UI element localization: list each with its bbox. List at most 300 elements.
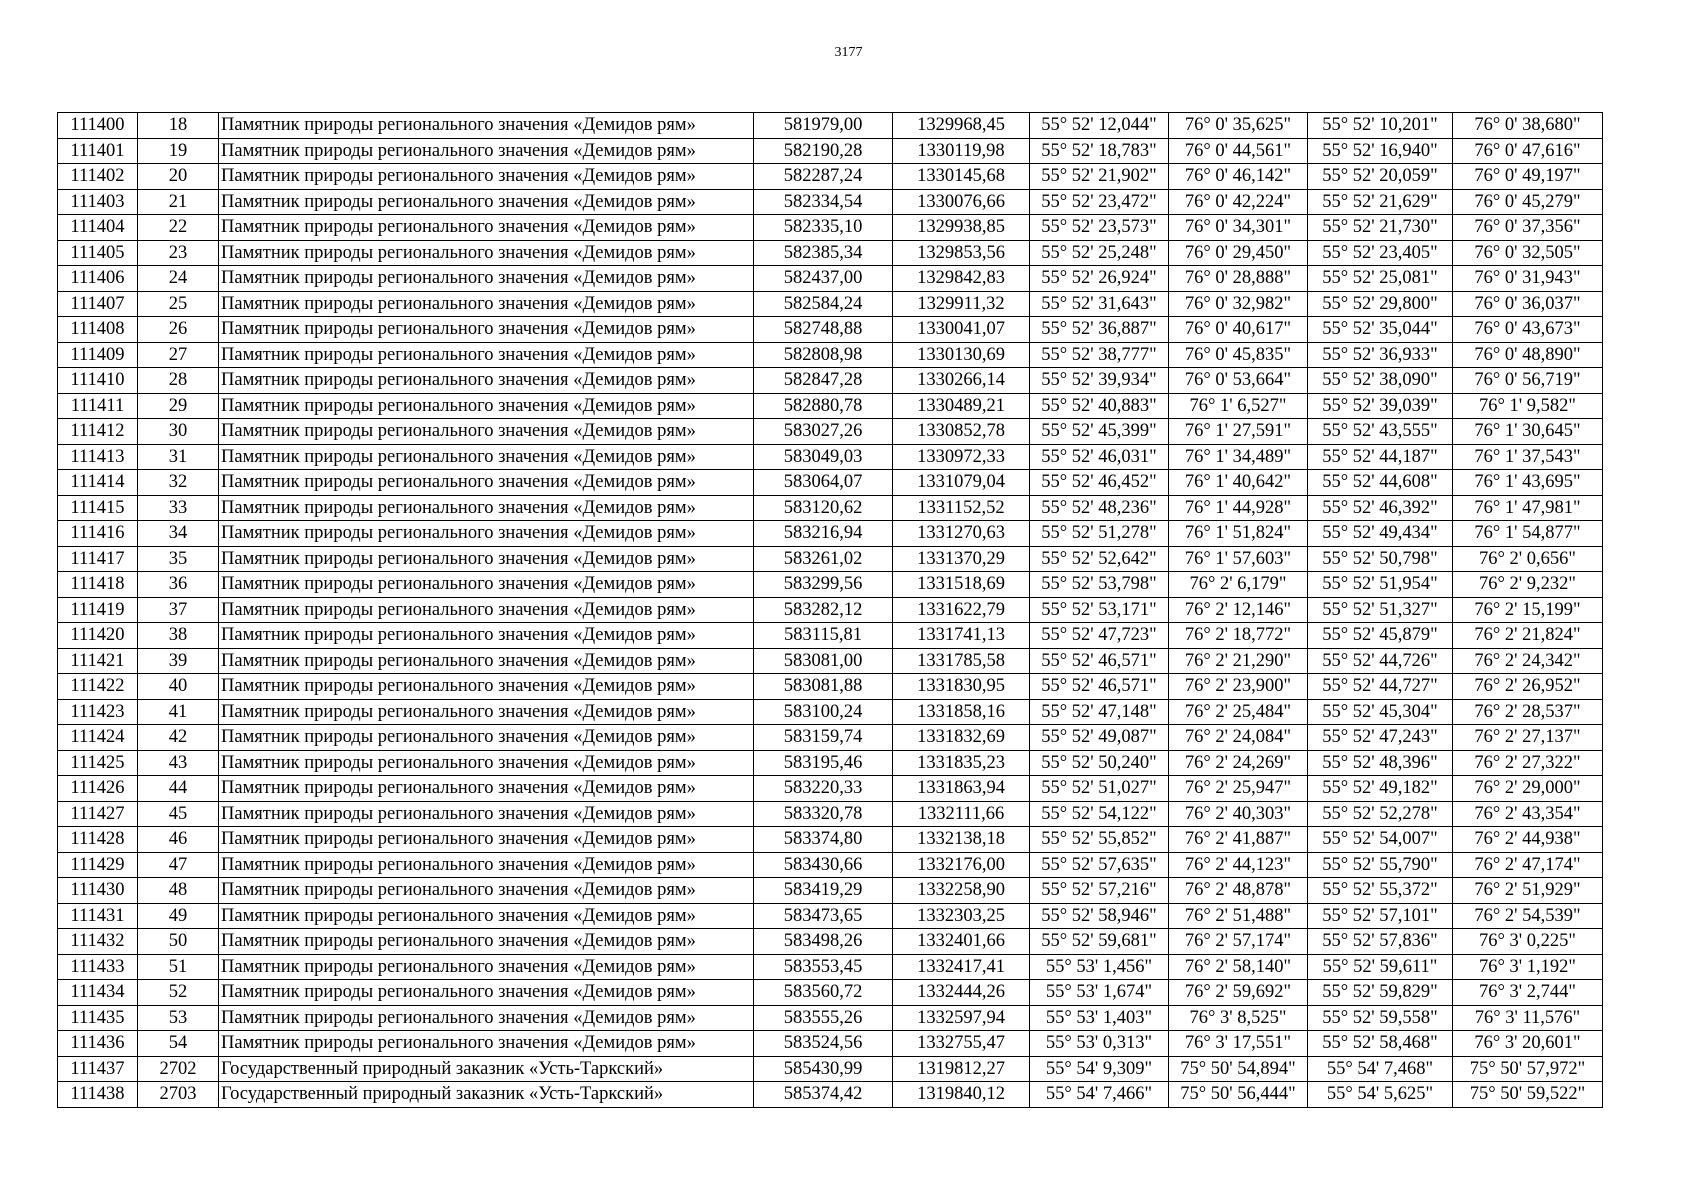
latitude-cell: 55° 52' 48,236" [1030,495,1169,521]
row-id-cell: 111403 [58,189,138,215]
longitude-alt-cell: 76° 0' 56,719" [1453,368,1603,394]
row-id-cell: 111409 [58,342,138,368]
y-coordinate-cell: 1332176,00 [893,852,1030,878]
longitude-alt-cell: 76° 2' 27,137" [1453,725,1603,751]
object-name-cell: Памятник природы регионального значения «Демидов рям» [219,240,754,266]
longitude-cell: 76° 2' 40,303" [1169,801,1308,827]
latitude-alt-cell: 55° 52' 45,304" [1308,699,1453,725]
longitude-cell: 76° 1' 57,603" [1169,546,1308,572]
y-coordinate-cell: 1330076,66 [893,189,1030,215]
latitude-cell: 55° 53' 0,313" [1030,1031,1169,1057]
latitude-cell: 55° 52' 53,798" [1030,572,1169,598]
row-id-cell: 111436 [58,1031,138,1057]
table-row [58,597,1603,623]
row-id-cell: 111416 [58,521,138,547]
latitude-alt-cell: 55° 52' 43,555" [1308,419,1453,445]
longitude-alt-cell: 76° 0' 48,890" [1453,342,1603,368]
longitude-alt-cell: 76° 2' 21,824" [1453,623,1603,649]
longitude-alt-cell: 76° 0' 36,037" [1453,291,1603,317]
row-id-cell: 111432 [58,929,138,955]
row-id-cell: 111428 [58,827,138,853]
longitude-cell: 76° 0' 28,888" [1169,266,1308,292]
latitude-cell: 55° 52' 46,452" [1030,470,1169,496]
table-row [58,827,1603,853]
point-number-cell: 39 [138,648,219,674]
longitude-alt-cell: 76° 1' 43,695" [1453,470,1603,496]
row-id-cell: 111414 [58,470,138,496]
y-coordinate-cell: 1329911,32 [893,291,1030,317]
table-row [58,648,1603,674]
x-coordinate-cell: 583498,26 [754,929,893,955]
row-id-cell: 111413 [58,444,138,470]
longitude-alt-cell: 76° 2' 27,322" [1453,750,1603,776]
point-number-cell: 21 [138,189,219,215]
x-coordinate-cell: 583195,46 [754,750,893,776]
latitude-cell: 55° 52' 45,399" [1030,419,1169,445]
y-coordinate-cell: 1319812,27 [893,1056,1030,1082]
object-name-cell: Памятник природы регионального значения «Демидов рям» [219,215,754,241]
longitude-alt-cell: 76° 1' 54,877" [1453,521,1603,547]
table-row [58,317,1603,343]
x-coordinate-cell: 583081,00 [754,648,893,674]
point-number-cell: 36 [138,572,219,598]
longitude-cell: 76° 1' 40,642" [1169,470,1308,496]
row-id-cell: 111426 [58,776,138,802]
table-row [58,954,1603,980]
longitude-alt-cell: 76° 2' 47,174" [1453,852,1603,878]
table-row [58,750,1603,776]
latitude-alt-cell: 55° 52' 48,396" [1308,750,1453,776]
latitude-alt-cell: 55° 52' 55,372" [1308,878,1453,904]
latitude-alt-cell: 55° 52' 29,800" [1308,291,1453,317]
longitude-cell: 76° 0' 45,835" [1169,342,1308,368]
longitude-alt-cell: 76° 2' 0,656" [1453,546,1603,572]
y-coordinate-cell: 1331741,13 [893,623,1030,649]
longitude-cell: 76° 0' 53,664" [1169,368,1308,394]
x-coordinate-cell: 583430,66 [754,852,893,878]
longitude-cell: 75° 50' 56,444" [1169,1082,1308,1108]
y-coordinate-cell: 1331370,29 [893,546,1030,572]
latitude-alt-cell: 55° 54' 5,625" [1308,1082,1453,1108]
longitude-cell: 76° 0' 34,301" [1169,215,1308,241]
latitude-cell: 55° 52' 23,573" [1030,215,1169,241]
latitude-alt-cell: 55° 52' 20,059" [1308,164,1453,190]
y-coordinate-cell: 1330130,69 [893,342,1030,368]
row-id-cell: 111407 [58,291,138,317]
longitude-cell: 76° 2' 41,887" [1169,827,1308,853]
point-number-cell: 42 [138,725,219,751]
latitude-cell: 55° 52' 31,643" [1030,291,1169,317]
latitude-cell: 55° 52' 52,642" [1030,546,1169,572]
longitude-cell: 76° 2' 21,290" [1169,648,1308,674]
longitude-alt-cell: 76° 1' 47,981" [1453,495,1603,521]
y-coordinate-cell: 1332597,94 [893,1005,1030,1031]
object-name-cell: Памятник природы регионального значения «Демидов рям» [219,980,754,1006]
table-row [58,699,1603,725]
longitude-cell: 76° 0' 40,617" [1169,317,1308,343]
object-name-cell: Памятник природы регионального значения «Демидов рям» [219,954,754,980]
y-coordinate-cell: 1330489,21 [893,393,1030,419]
table-row [58,1082,1603,1108]
row-id-cell: 111411 [58,393,138,419]
object-name-cell: Памятник природы регионального значения «Демидов рям» [219,444,754,470]
row-id-cell: 111406 [58,266,138,292]
object-name-cell: Памятник природы регионального значения «Демидов рям» [219,342,754,368]
latitude-cell: 55° 54' 9,309" [1030,1056,1169,1082]
row-id-cell: 111433 [58,954,138,980]
latitude-cell: 55° 52' 54,122" [1030,801,1169,827]
longitude-alt-cell: 76° 0' 43,673" [1453,317,1603,343]
y-coordinate-cell: 1330852,78 [893,419,1030,445]
row-id-cell: 111438 [58,1082,138,1108]
x-coordinate-cell: 583064,07 [754,470,893,496]
table-row [58,113,1603,139]
latitude-alt-cell: 55° 52' 59,829" [1308,980,1453,1006]
table-row [58,725,1603,751]
x-coordinate-cell: 582748,88 [754,317,893,343]
longitude-cell: 76° 2' 51,488" [1169,903,1308,929]
object-name-cell: Памятник природы регионального значения «Демидов рям» [219,878,754,904]
point-number-cell: 50 [138,929,219,955]
table-row [58,521,1603,547]
object-name-cell: Памятник природы регионального значения «Демидов рям» [219,266,754,292]
x-coordinate-cell: 583553,45 [754,954,893,980]
latitude-alt-cell: 55° 52' 50,798" [1308,546,1453,572]
latitude-alt-cell: 55° 52' 23,405" [1308,240,1453,266]
x-coordinate-cell: 582190,28 [754,138,893,164]
latitude-alt-cell: 55° 52' 39,039" [1308,393,1453,419]
table-row [58,393,1603,419]
latitude-cell: 55° 52' 46,031" [1030,444,1169,470]
y-coordinate-cell: 1331832,69 [893,725,1030,751]
object-name-cell: Памятник природы регионального значения «Демидов рям» [219,495,754,521]
point-number-cell: 18 [138,113,219,139]
table-row [58,674,1603,700]
table-row [58,164,1603,190]
latitude-cell: 55° 53' 1,403" [1030,1005,1169,1031]
point-number-cell: 29 [138,393,219,419]
point-number-cell: 23 [138,240,219,266]
y-coordinate-cell: 1331785,58 [893,648,1030,674]
longitude-alt-cell: 76° 0' 45,279" [1453,189,1603,215]
point-number-cell: 35 [138,546,219,572]
longitude-cell: 76° 0' 32,982" [1169,291,1308,317]
latitude-cell: 55° 52' 59,681" [1030,929,1169,955]
latitude-alt-cell: 55° 52' 58,468" [1308,1031,1453,1057]
table-row [58,1056,1603,1082]
table-row [58,1005,1603,1031]
latitude-alt-cell: 55° 52' 49,434" [1308,521,1453,547]
longitude-cell: 76° 2' 59,692" [1169,980,1308,1006]
x-coordinate-cell: 582334,54 [754,189,893,215]
point-number-cell: 20 [138,164,219,190]
object-name-cell: Памятник природы регионального значения «Демидов рям» [219,164,754,190]
y-coordinate-cell: 1331858,16 [893,699,1030,725]
object-name-cell: Памятник природы регионального значения «Демидов рям» [219,852,754,878]
longitude-alt-cell: 76° 3' 11,576" [1453,1005,1603,1031]
latitude-alt-cell: 55° 54' 7,468" [1308,1056,1453,1082]
row-id-cell: 111429 [58,852,138,878]
latitude-alt-cell: 55° 52' 44,187" [1308,444,1453,470]
page-number: 3177 [834,45,863,60]
table-row [58,546,1603,572]
y-coordinate-cell: 1329842,83 [893,266,1030,292]
longitude-alt-cell: 76° 2' 44,938" [1453,827,1603,853]
longitude-alt-cell: 76° 2' 28,537" [1453,699,1603,725]
table-row [58,291,1603,317]
latitude-cell: 55° 52' 58,946" [1030,903,1169,929]
row-id-cell: 111418 [58,572,138,598]
latitude-cell: 55° 52' 57,216" [1030,878,1169,904]
table-row [58,623,1603,649]
x-coordinate-cell: 582847,28 [754,368,893,394]
latitude-alt-cell: 55° 52' 10,201" [1308,113,1453,139]
object-name-cell: Памятник природы регионального значения «Демидов рям» [219,291,754,317]
point-number-cell: 38 [138,623,219,649]
y-coordinate-cell: 1332303,25 [893,903,1030,929]
latitude-cell: 55° 52' 26,924" [1030,266,1169,292]
table-row [58,240,1603,266]
longitude-cell: 76° 0' 35,625" [1169,113,1308,139]
latitude-cell: 55° 52' 46,571" [1030,674,1169,700]
latitude-cell: 55° 52' 25,248" [1030,240,1169,266]
longitude-cell: 76° 2' 25,484" [1169,699,1308,725]
y-coordinate-cell: 1331152,52 [893,495,1030,521]
x-coordinate-cell: 583473,65 [754,903,893,929]
x-coordinate-cell: 582584,24 [754,291,893,317]
object-name-cell: Памятник природы регионального значения «Демидов рям» [219,521,754,547]
latitude-cell: 55° 52' 55,852" [1030,827,1169,853]
row-id-cell: 111427 [58,801,138,827]
row-id-cell: 111434 [58,980,138,1006]
row-id-cell: 111420 [58,623,138,649]
object-name-cell: Памятник природы регионального значения «Демидов рям» [219,393,754,419]
latitude-cell: 55° 52' 51,027" [1030,776,1169,802]
y-coordinate-cell: 1330145,68 [893,164,1030,190]
longitude-cell: 76° 1' 6,527" [1169,393,1308,419]
y-coordinate-cell: 1329853,56 [893,240,1030,266]
longitude-alt-cell: 76° 0' 32,505" [1453,240,1603,266]
latitude-alt-cell: 55° 52' 57,836" [1308,929,1453,955]
latitude-cell: 55° 53' 1,674" [1030,980,1169,1006]
longitude-alt-cell: 76° 2' 26,952" [1453,674,1603,700]
object-name-cell: Памятник природы регионального значения «Демидов рям» [219,725,754,751]
object-name-cell: Памятник природы регионального значения «Демидов рям» [219,113,754,139]
point-number-cell: 25 [138,291,219,317]
longitude-cell: 76° 2' 23,900" [1169,674,1308,700]
object-name-cell: Памятник природы регионального значения «Демидов рям» [219,776,754,802]
longitude-alt-cell: 76° 0' 38,680" [1453,113,1603,139]
longitude-alt-cell: 76° 3' 20,601" [1453,1031,1603,1057]
object-name-cell: Памятник природы регионального значения «Демидов рям» [219,189,754,215]
point-number-cell: 46 [138,827,219,853]
y-coordinate-cell: 1329938,85 [893,215,1030,241]
x-coordinate-cell: 582808,98 [754,342,893,368]
x-coordinate-cell: 582287,24 [754,164,893,190]
row-id-cell: 111435 [58,1005,138,1031]
x-coordinate-cell: 583524,56 [754,1031,893,1057]
object-name-cell: Памятник природы регионального значения «Демидов рям» [219,623,754,649]
object-name-cell: Памятник природы регионального значения «Демидов рям» [219,546,754,572]
x-coordinate-cell: 583100,24 [754,699,893,725]
table-row [58,929,1603,955]
latitude-cell: 55° 52' 38,777" [1030,342,1169,368]
latitude-cell: 55° 52' 50,240" [1030,750,1169,776]
latitude-alt-cell: 55° 52' 52,278" [1308,801,1453,827]
point-number-cell: 31 [138,444,219,470]
latitude-cell: 55° 52' 49,087" [1030,725,1169,751]
latitude-cell: 55° 52' 53,171" [1030,597,1169,623]
y-coordinate-cell: 1332755,47 [893,1031,1030,1057]
coordinates-table [57,112,1603,1108]
object-name-cell: Памятник природы регионального значения «Демидов рям» [219,827,754,853]
row-id-cell: 111430 [58,878,138,904]
y-coordinate-cell: 1332111,66 [893,801,1030,827]
point-number-cell: 47 [138,852,219,878]
point-number-cell: 34 [138,521,219,547]
latitude-cell: 55° 52' 18,783" [1030,138,1169,164]
y-coordinate-cell: 1319840,12 [893,1082,1030,1108]
table-row [58,980,1603,1006]
object-name-cell: Памятник природы регионального значения «Демидов рям» [219,674,754,700]
table-row [58,419,1603,445]
longitude-alt-cell: 76° 2' 9,232" [1453,572,1603,598]
y-coordinate-cell: 1330266,14 [893,368,1030,394]
longitude-alt-cell: 76° 2' 29,000" [1453,776,1603,802]
point-number-cell: 30 [138,419,219,445]
x-coordinate-cell: 582437,00 [754,266,893,292]
longitude-cell: 76° 1' 27,591" [1169,419,1308,445]
object-name-cell: Памятник природы регионального значения «Демидов рям» [219,572,754,598]
row-id-cell: 111437 [58,1056,138,1082]
table-row [58,470,1603,496]
object-name-cell: Памятник природы регионального значения «Демидов рям» [219,1005,754,1031]
object-name-cell: Памятник природы регионального значения «Демидов рям» [219,903,754,929]
x-coordinate-cell: 583220,33 [754,776,893,802]
x-coordinate-cell: 583216,94 [754,521,893,547]
object-name-cell: Государственный природный заказник «Усть-Таркский» [219,1056,754,1082]
table-row [58,878,1603,904]
row-id-cell: 111425 [58,750,138,776]
object-name-cell: Памятник природы регионального значения «Демидов рям» [219,470,754,496]
row-id-cell: 111415 [58,495,138,521]
point-number-cell: 27 [138,342,219,368]
table-row [58,266,1603,292]
table-row [58,852,1603,878]
point-number-cell: 2702 [138,1056,219,1082]
point-number-cell: 40 [138,674,219,700]
x-coordinate-cell: 582880,78 [754,393,893,419]
point-number-cell: 53 [138,1005,219,1031]
y-coordinate-cell: 1331830,95 [893,674,1030,700]
longitude-alt-cell: 76° 3' 1,192" [1453,954,1603,980]
row-id-cell: 111419 [58,597,138,623]
latitude-cell: 55° 52' 12,044" [1030,113,1169,139]
y-coordinate-cell: 1331518,69 [893,572,1030,598]
y-coordinate-cell: 1331863,94 [893,776,1030,802]
row-id-cell: 111422 [58,674,138,700]
longitude-cell: 76° 1' 51,824" [1169,521,1308,547]
object-name-cell: Памятник природы регионального значения «Демидов рям» [219,138,754,164]
longitude-alt-cell: 76° 0' 49,197" [1453,164,1603,190]
table-row [58,903,1603,929]
latitude-alt-cell: 55° 52' 25,081" [1308,266,1453,292]
latitude-alt-cell: 55° 52' 51,954" [1308,572,1453,598]
row-id-cell: 111404 [58,215,138,241]
y-coordinate-cell: 1331079,04 [893,470,1030,496]
object-name-cell: Памятник природы регионального значения «Демидов рям» [219,419,754,445]
y-coordinate-cell: 1332417,41 [893,954,1030,980]
point-number-cell: 49 [138,903,219,929]
point-number-cell: 19 [138,138,219,164]
longitude-cell: 76° 2' 58,140" [1169,954,1308,980]
row-id-cell: 111402 [58,164,138,190]
latitude-cell: 55° 52' 39,934" [1030,368,1169,394]
table-row [58,342,1603,368]
object-name-cell: Памятник природы регионального значения «Демидов рям» [219,801,754,827]
table-body [58,113,1603,1108]
point-number-cell: 41 [138,699,219,725]
longitude-alt-cell: 76° 0' 37,356" [1453,215,1603,241]
point-number-cell: 33 [138,495,219,521]
y-coordinate-cell: 1329968,45 [893,113,1030,139]
y-coordinate-cell: 1332258,90 [893,878,1030,904]
point-number-cell: 45 [138,801,219,827]
x-coordinate-cell: 583120,62 [754,495,893,521]
longitude-alt-cell: 76° 2' 43,354" [1453,801,1603,827]
row-id-cell: 111412 [58,419,138,445]
point-number-cell: 32 [138,470,219,496]
y-coordinate-cell: 1331270,63 [893,521,1030,547]
y-coordinate-cell: 1332444,26 [893,980,1030,1006]
row-id-cell: 111401 [58,138,138,164]
table-row [58,444,1603,470]
y-coordinate-cell: 1331622,79 [893,597,1030,623]
x-coordinate-cell: 583049,03 [754,444,893,470]
row-id-cell: 111417 [58,546,138,572]
y-coordinate-cell: 1330972,33 [893,444,1030,470]
x-coordinate-cell: 583261,02 [754,546,893,572]
object-name-cell: Памятник природы регионального значения «Демидов рям» [219,368,754,394]
latitude-alt-cell: 55° 52' 57,101" [1308,903,1453,929]
latitude-cell: 55° 52' 36,887" [1030,317,1169,343]
longitude-alt-cell: 76° 2' 54,539" [1453,903,1603,929]
x-coordinate-cell: 585374,42 [754,1082,893,1108]
longitude-alt-cell: 76° 0' 47,616" [1453,138,1603,164]
longitude-alt-cell: 76° 2' 51,929" [1453,878,1603,904]
latitude-cell: 55° 52' 21,902" [1030,164,1169,190]
object-name-cell: Памятник природы регионального значения «Демидов рям» [219,648,754,674]
longitude-alt-cell: 76° 2' 15,199" [1453,597,1603,623]
row-id-cell: 111405 [58,240,138,266]
point-number-cell: 44 [138,776,219,802]
point-number-cell: 54 [138,1031,219,1057]
y-coordinate-cell: 1330041,07 [893,317,1030,343]
latitude-alt-cell: 55° 52' 36,933" [1308,342,1453,368]
latitude-alt-cell: 55° 52' 49,182" [1308,776,1453,802]
latitude-alt-cell: 55° 52' 59,558" [1308,1005,1453,1031]
x-coordinate-cell: 583299,56 [754,572,893,598]
latitude-alt-cell: 55° 52' 45,879" [1308,623,1453,649]
latitude-alt-cell: 55° 52' 16,940" [1308,138,1453,164]
longitude-cell: 76° 2' 6,179" [1169,572,1308,598]
latitude-alt-cell: 55° 52' 59,611" [1308,954,1453,980]
longitude-alt-cell: 76° 1' 9,582" [1453,393,1603,419]
longitude-alt-cell: 75° 50' 59,522" [1453,1082,1603,1108]
x-coordinate-cell: 583027,26 [754,419,893,445]
x-coordinate-cell: 583560,72 [754,980,893,1006]
row-id-cell: 111400 [58,113,138,139]
